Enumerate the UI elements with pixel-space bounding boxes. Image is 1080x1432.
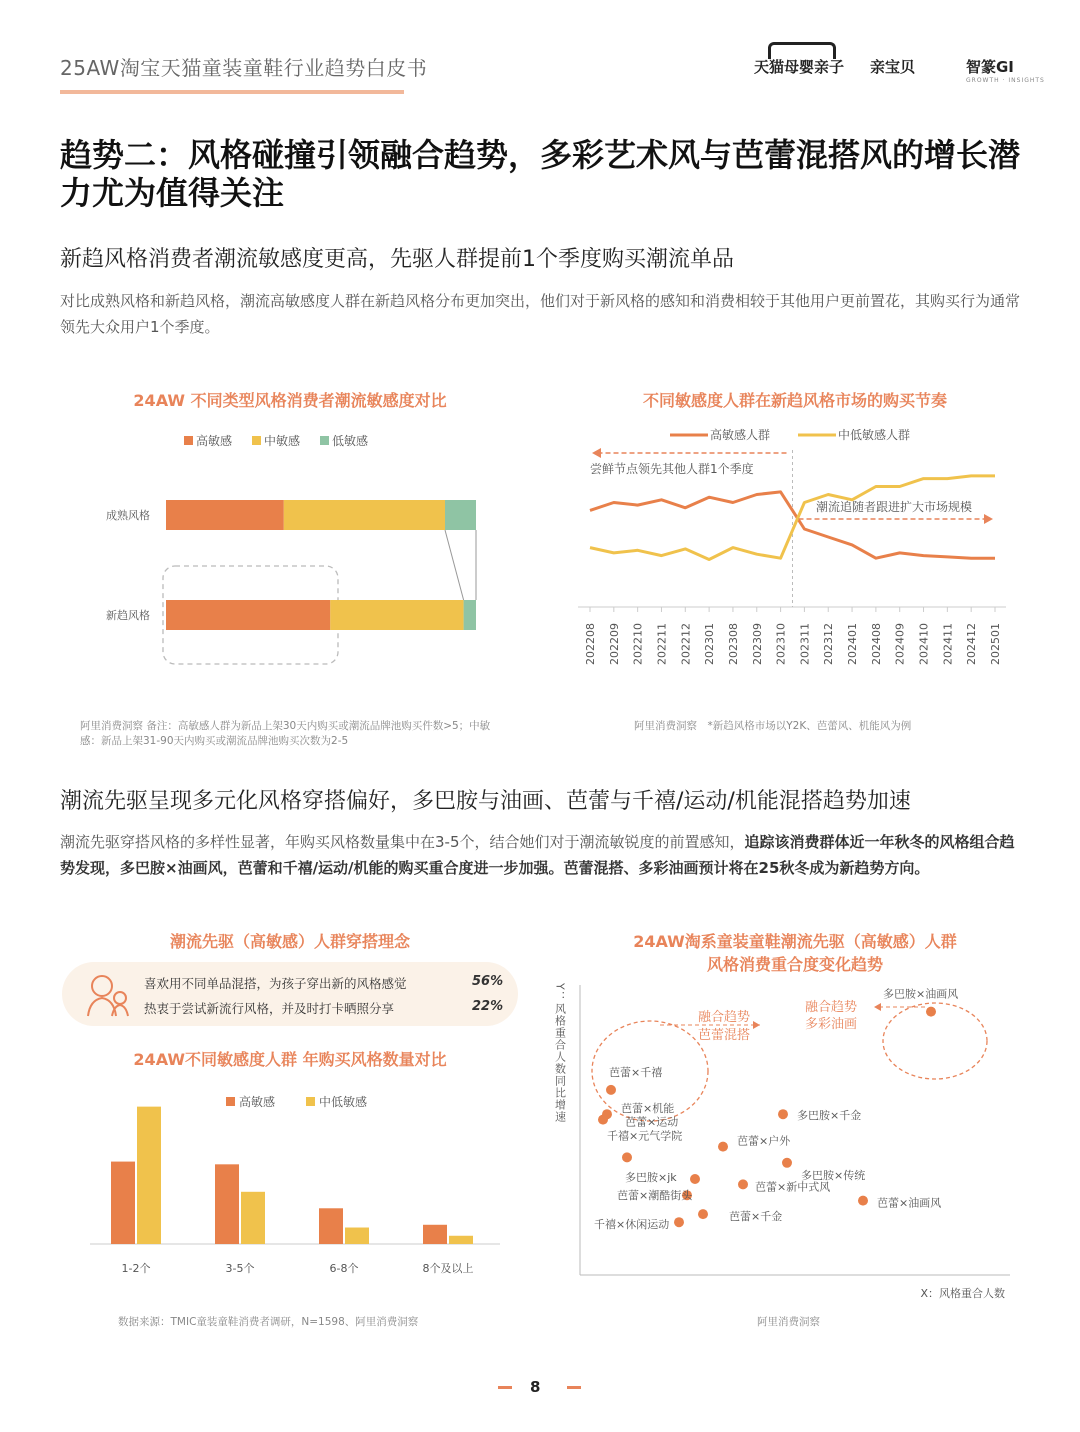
chart4-point-5 (778, 1109, 788, 1119)
chart2-note: 阿里消费洞察 *新趋风格市场以Y2K、芭蕾风、机能风为例 (634, 720, 912, 732)
chart3-bar-2-1 (345, 1228, 369, 1244)
chart4-group-ballet-label-1: 融合趋势 (698, 1010, 751, 1025)
chart4-title: 24AW淘系童装童鞋潮流先驱（高敏感）人群 风格消费重合度变化趋势 (633, 932, 957, 974)
chart4-group-color-label-2: 多彩油画 (805, 1017, 858, 1032)
chart1-legend-label-2: 低敏感 (332, 434, 369, 448)
chart4-point-label-1: 芭蕾×机能 (621, 1102, 675, 1116)
chart3-bar-1-1 (241, 1192, 265, 1244)
chart4-point-label-0: 芭蕾×千禧 (609, 1065, 663, 1079)
attitude-row-1-pct: 56% (472, 974, 504, 989)
chart1-bar-1-2 (464, 600, 476, 630)
chart2-line-chart (570, 420, 1010, 680)
chart1-legend-label-1: 中敏感 (264, 434, 301, 448)
chart2-tick-label-1: 202209 (607, 623, 621, 665)
chart4-point-label-12: 千禧×休闲运动 (594, 1218, 670, 1232)
chart2-tick-label-0: 202208 (584, 623, 597, 665)
chart2-tick-label-8: 202310 (774, 623, 788, 665)
chart1-bar-0-2 (445, 500, 476, 530)
chart4-point-label-4: 多巴胺×油画风 (883, 987, 959, 1001)
attitude-row-2-text: 热衷于尝试新流行风格，并及时打卡晒照分享 (144, 1001, 395, 1016)
chart4-point-8 (690, 1174, 700, 1184)
chart2-tick-label-3: 202211 (655, 623, 669, 665)
chart3-bar-0-1 (137, 1107, 161, 1244)
chart4-group-ballet-arrowhead (753, 1021, 760, 1029)
chart2-tick-label-7: 202309 (750, 623, 764, 665)
chart2-tick-label-5: 202301 (703, 623, 717, 665)
page-title: 趋势二：风格碰撞引领融合趋势，多彩艺术风与芭蕾混搭风的增长潜力尤为值得关注 (60, 136, 1021, 212)
chart3-category-label-0: 1-2个 (121, 1262, 151, 1275)
chart3-bar-3-0 (423, 1225, 447, 1244)
attitude-row-1-text: 喜欢用不同单品混搭，为孩子穿出新的风格感觉 (144, 976, 407, 991)
chart2-annotation-right: 潮流追随者跟进扩大市场规模 (816, 500, 973, 514)
chart3-category-label-2: 6-8个 (329, 1262, 359, 1275)
chart1-legend-label-0: 高敏感 (196, 434, 233, 448)
chart4-point-11 (858, 1196, 868, 1206)
chart2-tick-label-6: 202308 (726, 623, 740, 665)
chart1-bar-1-0 (166, 600, 330, 630)
chart4-point-0 (606, 1085, 616, 1095)
chart2-tick-label-12: 202408 (869, 623, 883, 665)
chart3-category-label-1: 3-5个 (225, 1262, 255, 1275)
panel3-title: 潮流先驱（高敏感）人群穿搭理念 (169, 932, 410, 951)
chart2-tick-label-10: 202312 (822, 623, 836, 665)
chart3-bar-3-1 (449, 1236, 473, 1244)
chart2-tick-label-11: 202401 (846, 623, 860, 665)
chart4-group-color-arrowhead (874, 1003, 881, 1011)
chart1-note: 阿里消费洞察 备注：高敏感人群为新品上架30天内购买或潮流品牌池购买件数>5；中敏感：新品上架31-90天内购买或潮流品牌池购买次数为2-5 (80, 720, 491, 747)
chart1-bar-0-1 (284, 500, 445, 530)
chart4-point-label-2: 芭蕾×运动 (625, 1115, 679, 1129)
chart4-point-label-9: 芭蕾×新中式风 (755, 1180, 831, 1194)
chart3-note: 数据来源：TMIC童装童鞋消费者调研，N=1598、阿里消费洞察 (118, 1316, 419, 1328)
attitude-panel (62, 962, 518, 1026)
chart1-category-label-1: 新趋风格 (106, 609, 150, 622)
header-underline (60, 90, 404, 94)
section2-paragraph: 潮流先驱穿搭风格的多样性显著，年购买风格数量集中在3-5个，结合她们对于潮流敏锐度的前置感知，追踪该消费群体近一年秋冬的风格组合趋势发现，多巴胺×油画风，芭蕾和千禧/运动/机能的购买重合度进一步加强。芭蕾混搭、多彩油画预计将在25秋冬成为新趋势方向。 (60, 833, 1015, 877)
section1-subtitle: 新趋风格消费者潮流敏感度更高，先驱人群提前1个季度购买潮流单品 (60, 247, 734, 272)
chart2-tick-label-17: 202501 (989, 623, 1002, 665)
chart3-bar-0-0 (111, 1162, 135, 1244)
chart4-point-13 (698, 1209, 708, 1219)
chart4-y-axis-label: Y：风格重合人数同比增速 (553, 983, 567, 1123)
chart1-title: 24AW 不同类型风格消费者潮流敏感度对比 (133, 391, 447, 410)
chart2-tick-label-9: 202311 (798, 623, 812, 665)
chart3-category-label-3: 8个及以上 (422, 1262, 474, 1275)
chart1-category-label-0: 成熟风格 (106, 509, 150, 522)
chart4-point-label-7: 多巴胺×传统 (801, 1168, 866, 1182)
chart4-point-7 (782, 1158, 792, 1168)
chart4-point-label-13: 芭蕾×千金 (729, 1210, 783, 1224)
chart4-point-2 (598, 1115, 608, 1125)
chart1-bar-0-0 (166, 500, 284, 530)
chart4-point-9 (738, 1179, 748, 1189)
chart4-group-color-label-1: 融合趋势 (805, 1000, 858, 1015)
chart4-point-label-5: 多巴胺×千金 (797, 1109, 862, 1123)
chart4-x-axis-label: X：风格重合人数 (920, 1287, 1005, 1300)
chart3-legend-swatch-1 (306, 1097, 315, 1106)
section2-subtitle: 潮流先驱呈现多元化风格穿搭偏好，多巴胺与油画、芭蕾与千禧/运动/机能混搭趋势加速 (60, 789, 911, 814)
chart2-tick-label-15: 202411 (941, 623, 955, 665)
chart4-point-3 (622, 1152, 632, 1162)
chart2-tick-label-4: 202212 (679, 623, 693, 665)
chart3-legend-label-0: 高敏感 (239, 1095, 276, 1109)
chart2-tick-label-16: 202412 (965, 623, 979, 665)
chart4-note: 阿里消费洞察 (757, 1316, 820, 1328)
chart4-point-label-8: 多巴胺×jk (625, 1171, 677, 1184)
chart4-point-label-3: 千禧×元气学院 (607, 1129, 683, 1143)
page-dash-left (498, 1386, 512, 1389)
chart4-point-label-6: 芭蕾×户外 (737, 1134, 791, 1148)
chart2-tick-label-14: 202410 (917, 623, 931, 665)
chart1-bar-1-1 (330, 600, 463, 630)
chart2-tick-label-2: 202210 (631, 623, 645, 665)
chart2-title: 不同敏感度人群在新趋风格市场的购买节奏 (642, 391, 947, 410)
chart1-legend-swatch-0 (184, 436, 193, 445)
page-number: 8 (530, 1378, 541, 1396)
chart4-point-12 (674, 1217, 684, 1227)
document-header-title: 25AW淘宝天猫童装童鞋行业趋势白皮书 (60, 56, 428, 80)
chart4-group-ballet-label-2: 芭蕾混搭 (698, 1028, 751, 1043)
chart1-stacked-bar (60, 420, 520, 680)
qinbaobei-logo: 亲宝贝 (870, 58, 916, 76)
chart2-legend-label-0: 高敏感人群 (710, 428, 771, 442)
chart4-scatter (550, 975, 1030, 1305)
chart1-legend-swatch-2 (320, 436, 329, 445)
chart4-point-4 (926, 1007, 936, 1017)
page-dash-right (567, 1386, 581, 1389)
chart2-annotation-left: 尝鲜节点领先其他人群1个季度 (590, 462, 754, 476)
chart3-grouped-bar (60, 1080, 520, 1290)
chart1-connector-mid-low (445, 530, 464, 600)
chart1-legend-swatch-1 (252, 436, 261, 445)
chart3-legend-swatch-0 (226, 1097, 235, 1106)
chart3-title: 24AW不同敏感度人群 年购买风格数量对比 (133, 1050, 447, 1069)
chart2-legend-label-1: 中低敏感人群 (838, 428, 911, 442)
chart4-point-label-11: 芭蕾×油画风 (877, 1196, 942, 1210)
chart2-arrow-right-head (984, 514, 993, 524)
chart3-legend-label-1: 中低敏感 (319, 1095, 368, 1109)
section1-paragraph: 对比成熟风格和新趋风格，潮流高敏感度人群在新趋风格分布更加突出，他们对于新风格的感知和消费相较于其他用户更前置花，其购买行为通常领先大众用户1个季度。 (60, 292, 1021, 336)
chart3-bar-2-0 (319, 1208, 343, 1244)
chart4-point-label-10: 芭蕾×潮酷街头 (617, 1189, 693, 1203)
parent-child-icon (82, 970, 134, 1020)
chart2-tick-label-13: 202409 (893, 623, 907, 665)
zhizhuan-gi-logo: 智篆GI GROWTH · INSIGHTS (966, 58, 1045, 84)
attitude-row-2-pct: 22% (472, 999, 504, 1014)
tmall-baby-logo: 天猫母婴亲子 (754, 56, 844, 77)
chart3-bar-1-0 (215, 1164, 239, 1244)
chart4-point-6 (718, 1142, 728, 1152)
chart2-arrow-left-head (592, 448, 601, 458)
